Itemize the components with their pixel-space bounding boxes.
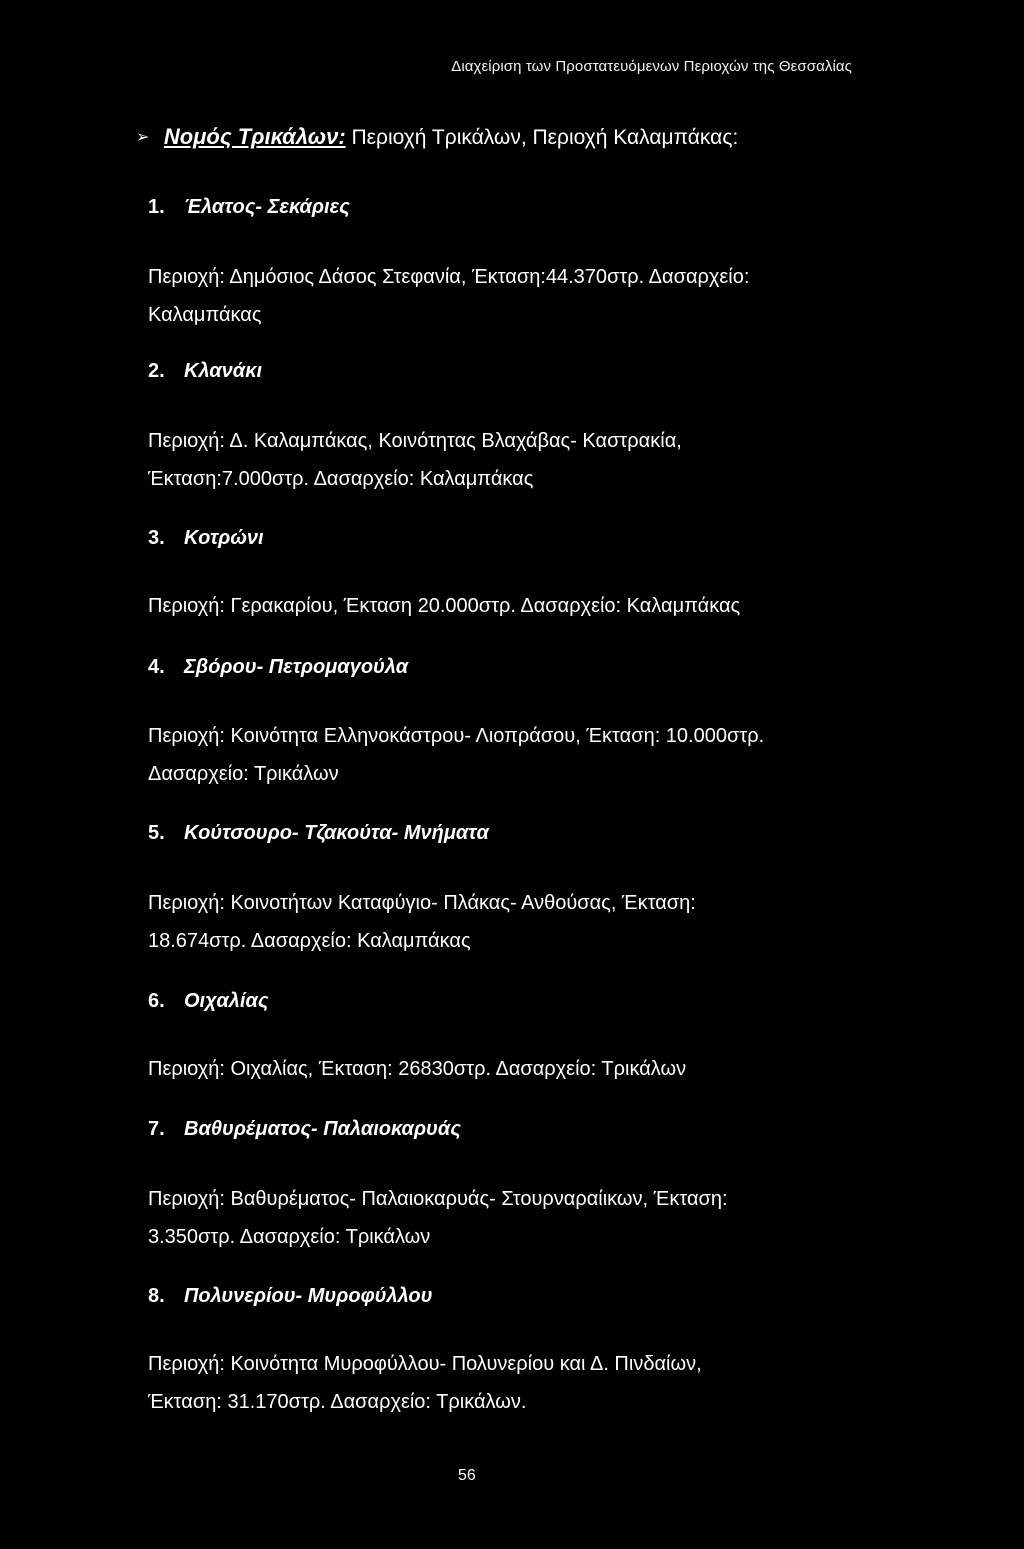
entry-title-6 [148, 990, 269, 1013]
entry-number: 3. [148, 527, 165, 549]
entry-line: Περιοχή: Βαθυρέματος- Παλαιοκαρυάς- Στουρναραίικων, Έκταση: [148, 1188, 728, 1210]
entry-body-1 [148, 258, 854, 334]
entry-line: Περιοχή: Κοινότητα Μυροφύλλου- Πολυνερίου και Δ. Πινδαίων, [148, 1353, 702, 1375]
entry-line: Περιοχή: Δημόσιος Δάσος Στεφανία, Έκταση:44.370στρ. Δασαρχείο: [148, 266, 750, 288]
entry-body-2 [148, 422, 854, 498]
entry-body-7 [148, 1180, 854, 1256]
entry-number: 1. [148, 196, 165, 218]
entry-number: 5. [148, 822, 165, 844]
entry-title-5 [148, 822, 489, 845]
entry-line: 3.350στρ. Δασαρχείο: Τρικάλων [148, 1226, 431, 1248]
entry-name: Βαθυρέματος- Παλαιοκαρυάς [184, 1118, 461, 1140]
entry-name: Οιχαλίας [184, 990, 269, 1012]
entry-line: Έκταση:7.000στρ. Δασαρχείο: Καλαμπάκας [148, 468, 534, 490]
entry-name: Πολυνερίου- Μυροφύλλου [184, 1285, 433, 1307]
entry-title-7 [148, 1118, 461, 1141]
entry-number: 4. [148, 656, 165, 678]
entry-title-2 [148, 360, 262, 383]
entry-body-8 [148, 1345, 854, 1421]
entry-name: Κλανάκι [184, 360, 263, 382]
entry-number: 6. [148, 990, 165, 1012]
entry-name: Κούτσουρο- Τζακούτα- Μνήματα [184, 822, 489, 844]
entry-title-8 [148, 1285, 432, 1308]
page-number: 56 [458, 1467, 476, 1484]
arrow-bullet-icon: ➢ [136, 129, 150, 146]
entry-line: Περιοχή: Κοινοτήτων Καταφύγιο- Πλάκας- Ανθούσας, Έκταση: [148, 892, 696, 914]
entry-number: 2. [148, 360, 165, 382]
entry-name: Κοτρώνι [184, 527, 264, 549]
entry-title-4 [148, 656, 408, 679]
entry-line: Δασαρχείο: Τρικάλων [148, 763, 339, 785]
entry-line: Περιοχή: Οιχαλίας, Έκταση: 26830στρ. Δασαρχείο: Τρικάλων [148, 1058, 687, 1080]
entry-line: Καλαμπάκας [148, 304, 262, 326]
entry-line: Περιοχή: Κοινότητα Ελληνοκάστρου- Λιοπράσου, Έκταση: 10.000στρ. [148, 725, 765, 747]
entry-body-3 [148, 587, 854, 625]
entry-name: Σβόρου- Πετρομαγούλα [184, 656, 409, 678]
entry-name: Έλατος- Σεκάριες [184, 196, 350, 218]
entry-line: Περιοχή: Δ. Καλαμπάκας, Κοινότητας Βλαχάβας- Καστρακία, [148, 430, 682, 452]
entry-body-4 [148, 717, 854, 793]
entry-title-1 [148, 196, 350, 219]
entry-line: Έκταση: 31.170στρ. Δασαρχείο: Τρικάλων. [148, 1391, 527, 1413]
prefecture-subtitle: Περιοχή Τρικάλων, Περιοχή Καλαμπάκας: [351, 126, 739, 149]
prefecture-title: Νομός Τρικάλων: [163, 124, 346, 149]
entry-title-3 [148, 527, 264, 550]
entry-line: Περιοχή: Γερακαρίου, Έκταση 20.000στρ. Δασαρχείο: Καλαμπάκας [148, 595, 741, 617]
entry-body-5 [148, 884, 854, 960]
entry-line: 18.674στρ. Δασαρχείο: Καλαμπάκας [148, 930, 471, 952]
entry-number: 7. [148, 1118, 165, 1140]
entry-body-6 [148, 1050, 854, 1088]
prefecture-heading [136, 124, 738, 150]
entry-number: 8. [148, 1285, 165, 1307]
running-header: Διαχείριση των Προστατευόμενων Περιοχών της Θεσσαλίας [451, 58, 852, 75]
